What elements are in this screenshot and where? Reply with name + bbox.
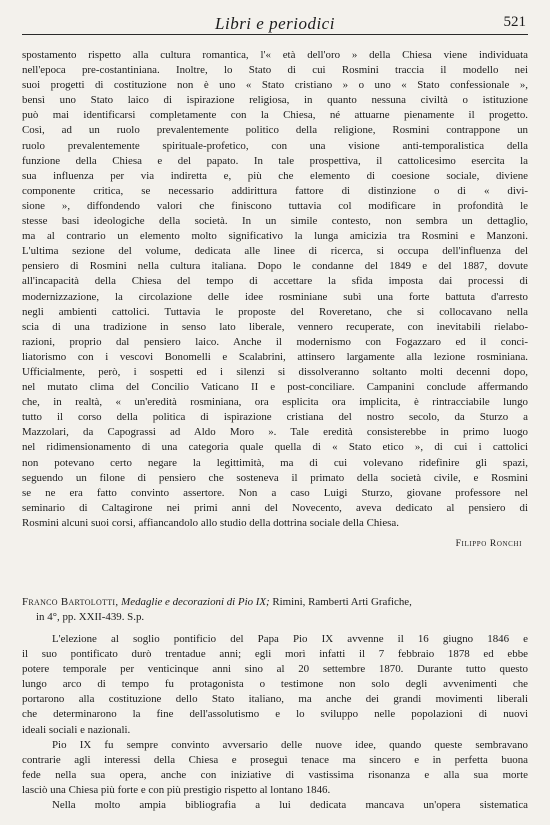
text-line: Pio IX fu sempre convinto avversario delle nuove idee, quando queste sembravano (52, 738, 528, 751)
text-line: pensiero di Rosmini nella cultura italiana. Dopo le condanne del 1849 e del 1887, dovute (22, 260, 528, 273)
text-line: nel ridimensionamento di una categoria quale quella di « Stato etico », di cui i cattolici (22, 441, 528, 454)
text-line: L'ultima sezione del volume, dedicata alle linee di ricerca, si occupa dell'influenza del (22, 245, 528, 258)
text-line: negli ambienti cattolici. Tuttavia le proposte del Roveretano, che si collocavano nella (22, 305, 528, 318)
text-line: potere temporale per venticinque anni sino al 20 settembre 1870. Durante tutto questo (22, 663, 528, 676)
text-line: stesse basi ideologiche della società. In un simile contesto, non sembra un dettaglio, (22, 215, 528, 228)
text-line: Rosmini alcuni suoi corsi, affiancandolo allo studio della dottrina sociale della Chiesa. (22, 516, 399, 529)
text-line: ma al contrario un elemento molto significativo la lunga amicizia tra Rosmini e Manzoni. (22, 230, 528, 243)
text-line: Mazzolari, da Capograssi ad Aldo Moro ». Tale eredità consisterebbe in primo luogo (22, 426, 528, 439)
text-line: funzione della Chiesa e del papato. In tale prospettiva, il cattolicesimo esercita la (22, 154, 528, 167)
review-publisher: Rimini, Ramberti Arti Grafiche, (269, 596, 412, 608)
text-line: spostamento rispetto alla cultura romantica, l'« età dell'oro » della Chiesa viene individuata (22, 49, 528, 61)
review-author: Franco Bartolotti, (22, 596, 119, 608)
text-line: scia di una tradizione in senso lato liberale, vennero recuperate, con inevitabili rielabo- (22, 320, 528, 333)
article-body (22, 48, 528, 531)
text-line: se ne era fatto convinto assertore. Non a caso Luigi Sturzo, giovane professore nel (22, 486, 528, 499)
text-line: nel mutato clima del Concilio Vaticano II e post-conciliare. Campanini conclude affermando (22, 381, 528, 394)
text-line: razioni, proprio dal pensiero laico. Anche il modernismo con Fogazzaro ed il conci- (22, 335, 528, 348)
text-line: Così, ad un ruolo prevalentemente politico della religione, Rosmini contrappone un (22, 124, 528, 137)
text-line: sione », diffondendo valori che finiscono tuttavia col modificare in profondità le (22, 199, 528, 212)
review-bibliographic-heading (22, 595, 528, 625)
text-line: L'elezione al soglio pontificio del Papa Pio IX avvenne il 16 giugno 1846 e (52, 633, 528, 645)
text-line: suoi progetti di costituzione non è uno « Stato cristiano » o uno « Stato confessionale », (22, 79, 528, 92)
text-line: contrarie agli interessi della Chiesa e proseguì tenace ma sincero e in perfetta buona (22, 753, 528, 766)
running-head: Libri e periodici (215, 14, 335, 33)
text-line: sua influenza per via indiretta e, più che elemento di coesione sociale, diviene (22, 169, 528, 182)
text-line: ruolo prevalentemente spirituale-profetico, con una visione anti-temporalistica della (22, 139, 528, 152)
text-line: bensì uno Stato laico di ispirazione religiosa, in quanto nessuna civiltà o istituzione (22, 94, 528, 107)
text-line: lasciò una Chiesa più forte e con più prestigio rispetto al lontano 1846. (22, 783, 331, 796)
page-header (22, 12, 528, 35)
text-line: seminario di Caltagirone nei primi anni del Novecento, aveva dedicato al pensiero di (22, 501, 528, 514)
text-line: lungo arco di tempo fu protagonista o testimone non solo degli avvenimenti che (22, 678, 528, 691)
review-book-title: Medaglie e decorazioni di Pio IX; (121, 596, 270, 608)
text-line: non potevano certo negare la legittimità, ma di cui volevano ridefinire gli spazi, (22, 456, 528, 469)
text-line: può mai identificarsi completamente con la Chiesa, né attuarne pienamente il progetto. (22, 109, 528, 122)
review-publication-details: in 4°, pp. XXII-439. S.p. (36, 611, 145, 624)
text-line: seguendo un filone di pensiero che sosteneva il primato della società civile, e Rosmini (22, 471, 528, 484)
review-body (22, 632, 528, 813)
text-line: portarono alla costituzione dello Stato italiano, ma anche dei grandi movimenti liberali (22, 693, 528, 706)
text-line: modernizzazione, la circolazione delle idee rosminiane subì una forte battuta d'arresto (22, 290, 528, 303)
text-line: ideali sociali e nazionali. (22, 723, 131, 736)
text-line: componente critica, se necessario addirittura fattore di distinzione o di « divi- (22, 184, 528, 197)
text-line: che determinarono la fine dell'assolutismo e lo sviluppo nelle popolazioni di nuovi (22, 708, 528, 721)
text-line: Nella molto ampia bibliografia a lui dedicata mancava un'opera sistematica (52, 799, 528, 812)
text-line: nell'epoca pre-costantiniana. Inoltre, lo Stato di cui Rosmini traccia il modello nei (22, 64, 528, 77)
text-line: che, in realtà, « un'eredità rosminiana, ora esplicita ora implicita, è rintracciabile lungo (22, 396, 528, 409)
text-line: all'incapacità della Chiesa del tempo di accettare la sfida imposta dai processi di (22, 275, 528, 288)
text-line: liatorismo con i vescovi Bonomelli e Scalabrini, attinsero largamente alla lezione rosminiana. (22, 350, 528, 363)
text-line: fede nella sua opera, anche con iniziative di vastissima risonanza e alla sua morte (22, 768, 528, 781)
page-number: 521 (503, 14, 526, 30)
text-line: Ufficialmente, però, i sospetti ed i silenzi si dissolveranno soltanto molti decenni dopo, (22, 365, 528, 378)
review-signature: Filippo Ronchi (455, 539, 522, 549)
text-line: tutto il corso della politica di ispirazione cristiana del nostro secolo, da Sturzo a (22, 411, 528, 424)
text-line: il suo pontificato durò trentadue anni; egli morì infatti il 7 febbraio 1878 ed ebbe (22, 648, 528, 661)
